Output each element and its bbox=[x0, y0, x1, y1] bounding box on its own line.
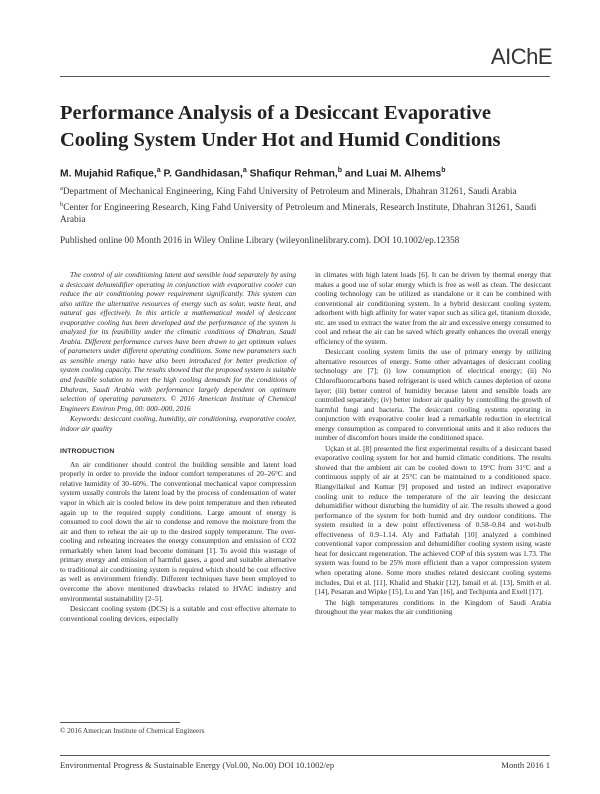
affiliations bbox=[60, 183, 555, 227]
body-paragraph: Uçkan et al. [8] presented the first experimental results of a desiccant based evaporative cooling system for hot and humid climatic conditions. The results showed that the ambient air can be cooled down to 19°C from 31°C and a continuous supply of air at 25°C can be maintained to a conditioned space. Riangvilaikul and Kumar [9] proposed and tested an indirect evaporative cooling unit to reduce the temperature of the air leaving the desiccant dehumidifier without disturbing the humidity of air. The results showed a good performance of the system for both humid and dry outdoor conditions. The system resulted in a dew point effectiveness of 0.58–0.84 and wet-bulb effectiveness of 0.9–1.14. Aly and Fathalah [10] analyzed a combined conventional vapor compression and dehumidifier cooling system using waste heat for desiccant regeneration. The achieved COP of this system was 1.73. The system was found to be 25% more efficient than a vapor compression system when operating alone. Some more studies related desiccant cooling systems includes, Dai et al. [11], Khalid and Shakir [12], Ismail et al. [13], Smith et al. [14], Pesaran and Wipke [15], Lu and Yan [16], and Techjunta and Exell [17]. bbox=[315, 443, 551, 597]
body-paragraph: Desiccant cooling system (DCS) is a suitable and cost effective alternate to conventional cooling devices, especially bbox=[60, 604, 296, 623]
copyright-notice: © 2016 American Institute of Chemical Engineers bbox=[60, 727, 205, 735]
article-title: Performance Analysis of a Desiccant Evaporative Cooling System Under Hot and Humid Conditions bbox=[60, 102, 501, 151]
footer-journal-citation: Environmental Progress & Sustainable Energy (Vol.00, No.00) DOI 10.1002/ep bbox=[60, 760, 335, 770]
affiliation bbox=[60, 199, 555, 227]
right-column bbox=[315, 270, 551, 617]
body-paragraph: The high temperatures conditions in the Kingdom of Saudi Arabia throughout the year makes the air conditioning bbox=[315, 597, 551, 617]
body-paragraph: An air conditioner should control the building sensible and latent load properly in order to provide the indoor comfort temperatures of 20–26°C and relative humidity of 30–60%. The conventional mechanical vapor compression system usually controls the latent load by the process of condensation of water vapor in which air is cooled below its dew point temperature and then reheated again up to the required supply conditions. Large amount of energy is consumed to cool down the air to condense and remove the moisture from the air and then to reheat the air up to the desired supply temperature. The over-cooling and reheating increases the energy consumption and emission of CO2 remarkably when latent load become dominant [1]. To avoid this wastage of primary energy and emission of harmful gases, a good and suitable alternative to traditional air conditioning system is required which should be cost effective as well as environment friendly. Different techniques have been employed to overcome the above mentioned drawbacks related to HVAC industry and environmental sustainability [2–5]. bbox=[60, 459, 296, 603]
author-name: and Luai M. Alhems bbox=[344, 168, 442, 180]
abstract: The control of air conditioning latent and sensible load separately by using a desiccant dehumidifier operating in conjunction with evaporative cooler can reduce the air conditioning power requirement significantly. This system can also utilize the alternative resources of energy such as solar, waste heat, and natural gas effectively. In this article a mathematical model of desiccant evaporative cooling has been developed and the performance of the system is analyzed for its feasibility under the climatic conditions of Dhahran, Saudi Arabia. Different performance curves have been drawn to get optimum values of parameters under different operating conditions. Some new parameters such as sensible energy ratio have also been introduced for better prediction of system cooling capacity. The results showed that the proposed system is suitable and feasible solution to meet the high cooling demands for the conditions of Dhahran, Saudi Arabia with performance largely dependent on optimum selection of operating parameters. © 2016 American Institute of Chemical Engineers Environ Prog, 00: 000–000, 2016 bbox=[60, 270, 296, 413]
affiliation-mark: a bbox=[60, 185, 63, 192]
author-affil-mark: a bbox=[156, 167, 161, 174]
affiliation-text: Department of Mechanical Engineering, King Fahd University of Petroleum and Minerals, Dhahran 31261, Saudi Arabia bbox=[62, 187, 517, 198]
affiliation-text: Center for Engineering Research, King Fahd University of Petroleum and Minerals, Research Institute, Dhahran 31261, Saudi Arabia bbox=[60, 202, 537, 226]
footer-page-info: Month 2016 1 bbox=[501, 760, 550, 770]
affiliation bbox=[60, 183, 555, 199]
journal-logo: AIChE bbox=[490, 44, 552, 69]
body-paragraph: in climates with high latent loads [6]. It can be driven by thermal energy that makes a good use of solar energy which is free as well as clean. The desiccant cooling technology can be utilized as standalone or it can be combined with conventional air conditioning system. In a hybrid desiccant cooling system, adsorbent with high affinity for water vapor such as silica gel, titanium dioxide, etc. are used to extract the water from the air and excessive energy consumed to cool and reheat the air can be saved which greatly enhances the overall energy efficiency of the system. bbox=[315, 270, 551, 346]
publication-info: Published online 00 Month 2016 in Wiley Online Library (wileyonlinelibrary.com). DOI 10.1002/ep.12358 bbox=[60, 236, 460, 246]
footnote-rule bbox=[60, 722, 180, 723]
author-affil-mark: a bbox=[242, 167, 247, 174]
section-heading-introduction: INTRODUCTION bbox=[60, 448, 115, 456]
header-rule bbox=[60, 76, 550, 77]
affiliation-mark: b bbox=[60, 200, 64, 208]
author-name: M. Mujahid Rafique, bbox=[60, 168, 157, 180]
author-affil-mark: b bbox=[337, 167, 342, 174]
author-name: P. Gandhidasan, bbox=[163, 168, 243, 180]
author-affil-mark: b bbox=[441, 167, 446, 174]
body-paragraph: Desiccant cooling system limits the use of primary energy by utilizing alternative resources of energy. Some other advantages of desiccant cooling technology are [7]; (i) low consumption of electrical energy; (ii) No Chlorofluorocarbons based refrigerant is used which causes depletion of ozone layer; (iii) better control of humidity because latent and sensible loads are controlled separately; (iv) better indoor air quality by controlling the growth of harmful fungi and bacteria. The desiccant cooling systems operating in conjunction with evaporative cooler lead a remarkable reduction in electrical energy consumption as compared to conventional units and it also reduces the number of discomfort hours inside the conditioned space. bbox=[315, 347, 551, 443]
footer-rule bbox=[60, 755, 550, 756]
author-list bbox=[60, 167, 560, 179]
keywords: Keywords: desiccant cooling, humidity, air conditioning, evaporative cooler, indoor air quality bbox=[60, 414, 296, 433]
left-column bbox=[60, 270, 296, 623]
author-name: Shafiqur Rehman, bbox=[249, 168, 338, 180]
